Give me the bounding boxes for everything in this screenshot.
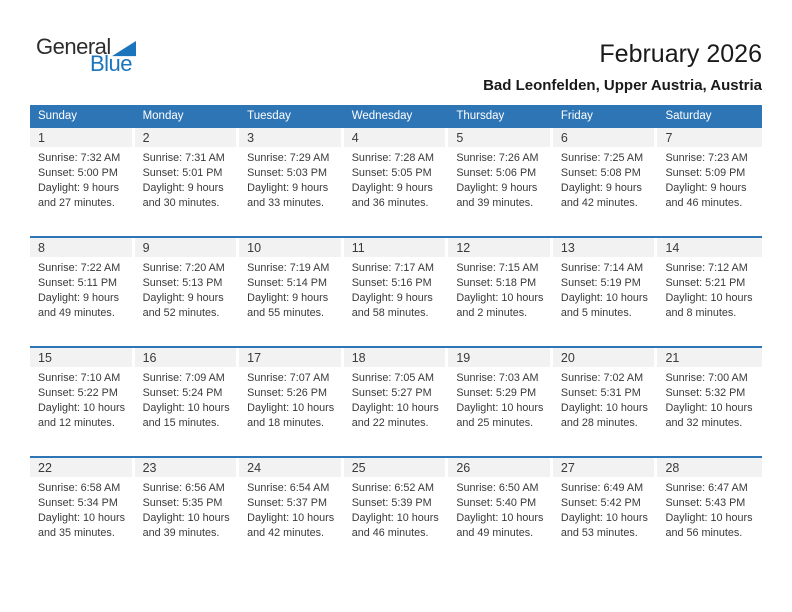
sunrise-text: Sunrise: 7:31 AM <box>142 152 225 164</box>
sunset-text: Sunset: 5:05 PM <box>351 167 432 179</box>
day-number: 14 <box>665 240 680 255</box>
sunrise-text: Sunrise: 7:02 AM <box>560 372 644 384</box>
day-number: 15 <box>38 350 52 365</box>
week-row <box>30 236 762 346</box>
daylight-text-line2: and 52 minutes. <box>142 307 220 319</box>
weekday-header-wednesday: Wednesday <box>351 109 413 122</box>
sunrise-text: Sunrise: 6:52 AM <box>351 482 434 494</box>
day-number: 21 <box>665 350 680 365</box>
daylight-text-line1: Daylight: 10 hours <box>456 292 544 304</box>
sunset-text: Sunset: 5:32 PM <box>665 387 746 399</box>
daylight-text-line2: and 15 minutes. <box>142 417 220 429</box>
sunset-text: Sunset: 5:31 PM <box>560 387 641 399</box>
day-number: 1 <box>38 130 45 145</box>
sunset-text: Sunset: 5:42 PM <box>560 497 641 509</box>
day-cell <box>448 458 553 566</box>
day-info <box>239 257 344 321</box>
day-number-band <box>448 128 550 147</box>
day-cell <box>135 238 240 346</box>
day-number-band <box>553 128 655 147</box>
day-number-band <box>657 238 762 257</box>
day-cell <box>448 128 553 236</box>
daylight-text-line1: Daylight: 9 hours <box>38 182 120 194</box>
page-title: February 2026 <box>599 40 762 68</box>
day-cell <box>553 348 658 456</box>
sunset-text: Sunset: 5:27 PM <box>351 387 432 399</box>
day-cell <box>657 128 762 236</box>
sunset-text: Sunset: 5:43 PM <box>665 497 746 509</box>
day-number: 4 <box>351 130 359 145</box>
sunrise-text: Sunrise: 7:23 AM <box>665 152 748 164</box>
day-number: 6 <box>560 130 568 145</box>
day-cell <box>135 458 240 566</box>
day-number: 9 <box>142 240 150 255</box>
week-row <box>30 346 762 456</box>
daylight-text-line1: Daylight: 9 hours <box>142 182 224 194</box>
daylight-text-line1: Daylight: 10 hours <box>247 402 335 414</box>
sunrise-text: Sunrise: 7:00 AM <box>665 372 748 384</box>
daylight-text-line1: Daylight: 9 hours <box>351 292 433 304</box>
sunrise-text: Sunrise: 6:49 AM <box>560 482 644 494</box>
day-cell <box>553 458 658 566</box>
day-info <box>553 477 658 541</box>
day-number: 16 <box>142 350 157 365</box>
day-number-band <box>239 458 341 477</box>
sunrise-text: Sunrise: 7:17 AM <box>351 262 434 274</box>
day-number: 26 <box>456 460 471 475</box>
daylight-text-line1: Daylight: 9 hours <box>351 182 433 194</box>
day-number: 23 <box>142 460 157 475</box>
daylight-text-line2: and 42 minutes. <box>247 527 324 539</box>
daylight-text-line1: Daylight: 9 hours <box>38 292 120 304</box>
daylight-text-line1: Daylight: 10 hours <box>665 402 753 414</box>
daylight-text-line1: Daylight: 10 hours <box>38 402 126 414</box>
daylight-text-line1: Daylight: 9 hours <box>456 182 538 194</box>
day-info <box>30 477 135 541</box>
day-number: 27 <box>560 460 575 475</box>
day-number-band <box>553 238 655 257</box>
sunset-text: Sunset: 5:13 PM <box>142 277 223 289</box>
day-cell <box>657 348 762 456</box>
sunrise-text: Sunrise: 7:03 AM <box>456 372 539 384</box>
week-row <box>30 126 762 236</box>
day-number-band <box>135 458 237 477</box>
sunset-text: Sunset: 5:00 PM <box>38 167 118 179</box>
daylight-text-line1: Daylight: 10 hours <box>665 512 753 524</box>
day-number: 10 <box>247 240 262 255</box>
day-number: 7 <box>665 130 673 145</box>
daylight-text-line2: and 32 minutes. <box>665 417 743 429</box>
day-info <box>344 367 449 431</box>
daylight-text-line1: Daylight: 10 hours <box>351 402 439 414</box>
daylight-text-line1: Daylight: 10 hours <box>351 512 439 524</box>
sunset-text: Sunset: 5:26 PM <box>247 387 327 399</box>
daylight-text-line2: and 39 minutes. <box>456 197 534 209</box>
weekday-header-tuesday: Tuesday <box>247 109 291 122</box>
daylight-text-line1: Daylight: 10 hours <box>38 512 126 524</box>
day-number-band <box>448 238 550 257</box>
sunset-text: Sunset: 5:11 PM <box>38 277 118 289</box>
day-info <box>657 367 762 431</box>
daylight-text-line1: Daylight: 9 hours <box>247 182 329 194</box>
day-cell <box>657 238 762 346</box>
day-number-band <box>344 458 446 477</box>
day-info <box>30 367 135 431</box>
sunrise-text: Sunrise: 6:54 AM <box>247 482 330 494</box>
day-info <box>657 147 762 211</box>
sunset-text: Sunset: 5:37 PM <box>247 497 327 509</box>
sunset-text: Sunset: 5:09 PM <box>665 167 746 179</box>
day-cell <box>30 128 135 236</box>
day-cell <box>30 348 135 456</box>
sunset-text: Sunset: 5:19 PM <box>560 277 641 289</box>
day-number-band <box>239 238 341 257</box>
day-info <box>448 477 553 541</box>
day-cell <box>553 238 658 346</box>
day-number-band <box>135 128 237 147</box>
day-number: 3 <box>247 130 255 145</box>
weekday-header-sunday: Sunday <box>38 109 78 122</box>
day-cell <box>30 238 135 346</box>
day-cell <box>135 348 240 456</box>
daylight-text-line1: Daylight: 10 hours <box>456 402 544 414</box>
day-number-band <box>135 348 237 367</box>
sunrise-text: Sunrise: 7:15 AM <box>456 262 539 274</box>
day-cell <box>344 348 449 456</box>
day-number-band <box>344 238 446 257</box>
daylight-text-line2: and 30 minutes. <box>142 197 220 209</box>
day-cell <box>344 458 449 566</box>
daylight-text-line2: and 53 minutes. <box>560 527 638 539</box>
sunset-text: Sunset: 5:08 PM <box>560 167 641 179</box>
daylight-text-line2: and 49 minutes. <box>38 307 115 319</box>
daylight-text-line1: Daylight: 10 hours <box>142 402 230 414</box>
day-number-band <box>657 348 762 367</box>
logo-text-blue: Blue <box>89 51 132 76</box>
sunrise-text: Sunrise: 7:25 AM <box>560 152 644 164</box>
day-number: 28 <box>665 460 680 475</box>
day-number-band <box>30 238 132 257</box>
day-info <box>30 257 135 321</box>
day-number-band <box>657 128 762 147</box>
day-cell <box>239 128 344 236</box>
day-info <box>344 477 449 541</box>
day-number: 25 <box>351 460 366 475</box>
sunrise-text: Sunrise: 7:32 AM <box>38 152 121 164</box>
calendar-table <box>30 105 762 566</box>
sunset-text: Sunset: 5:18 PM <box>456 277 537 289</box>
sunrise-text: Sunrise: 7:09 AM <box>142 372 225 384</box>
daylight-text-line1: Daylight: 10 hours <box>560 292 648 304</box>
daylight-text-line1: Daylight: 10 hours <box>665 292 753 304</box>
daylight-text-line2: and 2 minutes. <box>456 307 528 319</box>
day-number: 18 <box>351 350 366 365</box>
day-cell <box>239 238 344 346</box>
sunrise-text: Sunrise: 7:29 AM <box>247 152 330 164</box>
daylight-text-line2: and 46 minutes. <box>665 197 743 209</box>
day-info <box>344 147 449 211</box>
daylight-text-line2: and 27 minutes. <box>38 197 115 209</box>
sunset-text: Sunset: 5:14 PM <box>247 277 327 289</box>
day-cell <box>239 458 344 566</box>
sunrise-text: Sunrise: 7:20 AM <box>142 262 225 274</box>
daylight-text-line1: Daylight: 10 hours <box>456 512 544 524</box>
day-number: 11 <box>351 240 365 255</box>
sunrise-text: Sunrise: 7:26 AM <box>456 152 539 164</box>
sunrise-text: Sunrise: 7:14 AM <box>560 262 644 274</box>
daylight-text-line1: Daylight: 9 hours <box>560 182 642 194</box>
sunset-text: Sunset: 5:21 PM <box>665 277 746 289</box>
daylight-text-line2: and 25 minutes. <box>456 417 534 429</box>
sunset-text: Sunset: 5:40 PM <box>456 497 537 509</box>
day-cell <box>30 458 135 566</box>
day-info <box>448 257 553 321</box>
daylight-text-line2: and 49 minutes. <box>456 527 534 539</box>
day-number: 17 <box>247 350 262 365</box>
day-number: 13 <box>560 240 575 255</box>
day-number: 8 <box>38 240 45 255</box>
sunrise-text: Sunrise: 6:56 AM <box>142 482 225 494</box>
day-info <box>239 147 344 211</box>
day-number-band <box>448 458 550 477</box>
day-cell <box>657 458 762 566</box>
daylight-text-line2: and 12 minutes. <box>38 417 115 429</box>
daylight-text-line1: Daylight: 10 hours <box>560 512 648 524</box>
general-blue-logo <box>36 36 136 74</box>
day-cell <box>344 238 449 346</box>
day-number: 24 <box>247 460 262 475</box>
daylight-text-line1: Daylight: 9 hours <box>247 292 329 304</box>
day-number: 19 <box>456 350 471 365</box>
daylight-text-line2: and 28 minutes. <box>560 417 638 429</box>
daylight-text-line2: and 36 minutes. <box>351 197 429 209</box>
day-info <box>657 257 762 321</box>
sunrise-text: Sunrise: 7:05 AM <box>351 372 434 384</box>
day-info <box>448 147 553 211</box>
week-row <box>30 456 762 566</box>
day-number: 22 <box>38 460 52 475</box>
sunrise-text: Sunrise: 7:07 AM <box>247 372 330 384</box>
daylight-text-line2: and 55 minutes. <box>247 307 324 319</box>
daylight-text-line2: and 8 minutes. <box>665 307 737 319</box>
sunrise-text: Sunrise: 7:12 AM <box>665 262 748 274</box>
day-number-band <box>448 348 550 367</box>
daylight-text-line2: and 56 minutes. <box>665 527 743 539</box>
daylight-text-line2: and 18 minutes. <box>247 417 324 429</box>
weekday-header-friday: Friday <box>560 109 593 122</box>
sunset-text: Sunset: 5:01 PM <box>142 167 223 179</box>
day-info <box>553 147 658 211</box>
sunset-text: Sunset: 5:03 PM <box>247 167 327 179</box>
day-number-band <box>553 458 655 477</box>
sunrise-text: Sunrise: 7:19 AM <box>247 262 330 274</box>
day-info <box>344 257 449 321</box>
sunset-text: Sunset: 5:24 PM <box>142 387 223 399</box>
day-info <box>135 367 240 431</box>
day-number: 20 <box>560 350 575 365</box>
sunrise-text: Sunrise: 7:28 AM <box>351 152 434 164</box>
day-info <box>135 257 240 321</box>
sunrise-text: Sunrise: 7:22 AM <box>38 262 121 274</box>
day-cell <box>239 348 344 456</box>
day-info <box>553 257 658 321</box>
day-cell <box>344 128 449 236</box>
calendar-body <box>30 126 762 566</box>
day-info <box>239 477 344 541</box>
day-cell <box>135 128 240 236</box>
weekday-header-monday: Monday <box>142 109 184 122</box>
sunset-text: Sunset: 5:35 PM <box>142 497 223 509</box>
day-number: 12 <box>456 240 471 255</box>
day-number-band <box>30 348 132 367</box>
sunset-text: Sunset: 5:06 PM <box>456 167 537 179</box>
daylight-text-line2: and 42 minutes. <box>560 197 638 209</box>
sunrise-text: Sunrise: 6:47 AM <box>665 482 748 494</box>
day-cell <box>448 238 553 346</box>
sunset-text: Sunset: 5:29 PM <box>456 387 537 399</box>
daylight-text-line2: and 5 minutes. <box>560 307 632 319</box>
weekday-header-saturday: Saturday <box>665 109 712 122</box>
day-number-band <box>239 348 341 367</box>
day-number-band <box>30 458 132 477</box>
weekday-header-thursday: Thursday <box>456 109 505 122</box>
day-info <box>135 147 240 211</box>
sunset-text: Sunset: 5:34 PM <box>38 497 118 509</box>
sunrise-text: Sunrise: 6:58 AM <box>38 482 121 494</box>
day-info <box>135 477 240 541</box>
sunset-text: Sunset: 5:16 PM <box>351 277 432 289</box>
day-info <box>239 367 344 431</box>
daylight-text-line2: and 58 minutes. <box>351 307 429 319</box>
day-cell <box>448 348 553 456</box>
daylight-text-line2: and 39 minutes. <box>142 527 220 539</box>
day-number-band <box>239 128 341 147</box>
sunrise-text: Sunrise: 7:10 AM <box>38 372 121 384</box>
day-number-band <box>30 128 132 147</box>
sunrise-text: Sunrise: 6:50 AM <box>456 482 539 494</box>
day-cell <box>553 128 658 236</box>
title-block <box>483 40 762 94</box>
day-number-band <box>657 458 762 477</box>
daylight-text-line1: Daylight: 9 hours <box>665 182 747 194</box>
day-info <box>553 367 658 431</box>
logo-text-general: General <box>36 34 111 59</box>
day-number: 5 <box>456 130 464 145</box>
daylight-text-line2: and 46 minutes. <box>351 527 429 539</box>
sunset-text: Sunset: 5:22 PM <box>38 387 118 399</box>
page-subtitle: Bad Leonfelden, Upper Austria, Austria <box>483 77 762 94</box>
day-number-band <box>135 238 237 257</box>
daylight-text-line2: and 33 minutes. <box>247 197 324 209</box>
day-number-band <box>344 128 446 147</box>
day-number: 2 <box>142 130 150 145</box>
daylight-text-line1: Daylight: 9 hours <box>142 292 224 304</box>
day-info <box>448 367 553 431</box>
day-info <box>30 147 135 211</box>
daylight-text-line2: and 35 minutes. <box>38 527 115 539</box>
daylight-text-line2: and 22 minutes. <box>351 417 429 429</box>
daylight-text-line1: Daylight: 10 hours <box>247 512 335 524</box>
daylight-text-line1: Daylight: 10 hours <box>142 512 230 524</box>
sunset-text: Sunset: 5:39 PM <box>351 497 432 509</box>
weekday-header-row <box>30 105 762 126</box>
daylight-text-line1: Daylight: 10 hours <box>560 402 648 414</box>
day-number-band <box>553 348 655 367</box>
day-info <box>657 477 762 541</box>
day-number-band <box>344 348 446 367</box>
